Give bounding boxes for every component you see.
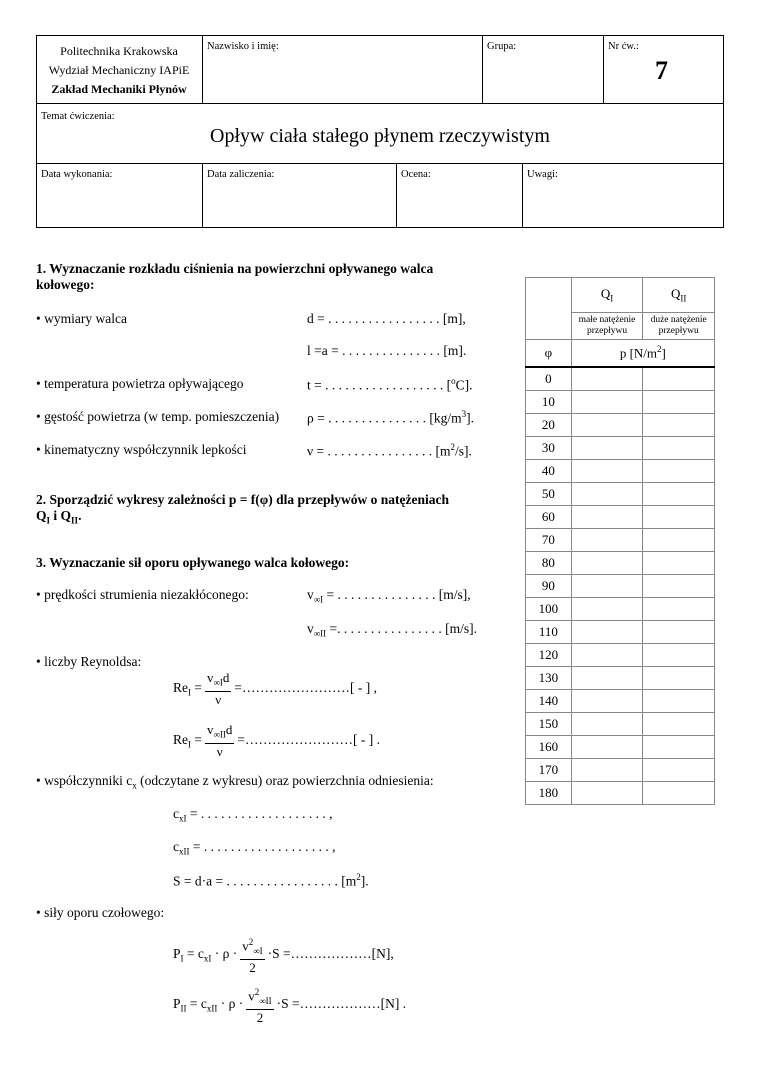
- angle-cell: 0: [526, 367, 572, 391]
- q1-pressure-cell[interactable]: [571, 713, 643, 736]
- grade-label: Ocena:: [401, 169, 431, 180]
- q1-pressure-cell[interactable]: [571, 690, 643, 713]
- angle-cell: 30: [526, 437, 572, 460]
- q2-pressure-cell[interactable]: [643, 575, 715, 598]
- divider: [396, 163, 397, 228]
- temp-value: t = . . . . . . . . . . . . . . . . . . [$^o$C].: [307, 376, 473, 393]
- institution-block: [36, 42, 202, 99]
- q2-pressure-cell[interactable]: [643, 644, 715, 667]
- q2-description: duże natężenie przepływu: [643, 313, 715, 340]
- q1-pressure-cell[interactable]: [571, 414, 643, 437]
- viscosity-label: • kinematyczny współczynnik lepkości: [36, 442, 247, 457]
- table-row: [526, 644, 715, 667]
- angle-cell: 160: [526, 736, 572, 759]
- q2-pressure-cell[interactable]: [643, 621, 715, 644]
- temp-label: • temperatura powietrza opływającego: [36, 376, 244, 391]
- table-row: [526, 598, 715, 621]
- dims-label: • wymiary walca: [36, 311, 127, 326]
- date-done-label: Data wykonania:: [41, 169, 113, 180]
- q2-pressure-cell[interactable]: [643, 736, 715, 759]
- exercise-number: 7: [655, 56, 668, 85]
- density-label: • gęstość powietrza (w temp. pomieszczenia): [36, 409, 280, 424]
- q1-pressure-cell[interactable]: [571, 759, 643, 782]
- reynolds-1-formula: $Re_I$ = $\frac{v_{\infty I}d}{\nu}$ =……………………[ - ] ,: [173, 670, 378, 707]
- q1-pressure-cell[interactable]: [571, 367, 643, 391]
- dims-l-value: l =a = . . . . . . . . . . . . . . . [m].: [307, 343, 467, 358]
- exercise-no-label: Nr ćw.:: [608, 41, 639, 52]
- divider: [202, 35, 203, 103]
- q1-pressure-cell[interactable]: [571, 782, 643, 805]
- divider: [36, 103, 724, 104]
- angle-cell: 90: [526, 575, 572, 598]
- topic-title: Opływ ciała stałego płynem rzeczywistym: [210, 125, 550, 147]
- angle-cell: 10: [526, 391, 572, 414]
- viscosity-value: ν = . . . . . . . . . . . . . . . . $[m^2/s]$.: [307, 442, 472, 459]
- angle-cell: 40: [526, 460, 572, 483]
- table-row: [526, 460, 715, 483]
- divider: [482, 35, 483, 103]
- q1-pressure-cell[interactable]: [571, 667, 643, 690]
- q1-header: $Q_I$: [571, 278, 643, 313]
- q2-pressure-cell[interactable]: [643, 437, 715, 460]
- force-1-formula: $P_I = c_{xI} \cdot \rho$ · $\frac{v^2_{\infty I}}{2}$ ·S =………………[N],: [173, 934, 394, 976]
- group-label: Grupa:: [487, 41, 517, 52]
- q1-description: małe natężenie przepływu: [571, 313, 643, 340]
- force-2-formula: $P_{II} = c_{xII} \cdot \rho$ · $\frac{v^2_{\infty II}}{2}$ ·S =………………[N] .: [173, 984, 406, 1026]
- section2-heading: [36, 492, 449, 529]
- pressure-unit-header: p $[N/m^2]$: [571, 340, 714, 368]
- angle-cell: 60: [526, 506, 572, 529]
- name-label: Nazwisko i imię:: [207, 41, 279, 52]
- q2-pressure-cell[interactable]: [643, 367, 715, 391]
- table-row: [526, 552, 715, 575]
- q2-pressure-cell[interactable]: [643, 713, 715, 736]
- notes-label: Uwagi:: [527, 169, 558, 180]
- q1-pressure-cell[interactable]: [571, 621, 643, 644]
- q2-pressure-cell[interactable]: [643, 667, 715, 690]
- divider: [603, 35, 604, 103]
- angle-cell: 130: [526, 667, 572, 690]
- cx2-value: $c_{xII}$ = . . . . . . . . . . . . . . . . . . . ,: [173, 839, 336, 857]
- table-row: [526, 391, 715, 414]
- institution-line: Zakład Mechaniki Płynów: [51, 82, 187, 96]
- table-row: [526, 759, 715, 782]
- heading-line: 1. Wyznaczanie rozkładu ciśnienia na powierzchni opływanego walca: [36, 261, 434, 276]
- table-row: [526, 575, 715, 598]
- q1-pressure-cell[interactable]: [571, 644, 643, 667]
- cx1-value: $c_{xI}$ = . . . . . . . . . . . . . . . . . . . ,: [173, 806, 333, 824]
- q2-pressure-cell[interactable]: [643, 506, 715, 529]
- table-row: [526, 414, 715, 437]
- phi-header: φ: [526, 340, 572, 368]
- divider: [202, 163, 203, 228]
- dims-d-value: d = . . . . . . . . . . . . . . . . . [m],: [307, 311, 466, 326]
- heading-line: 2. Sporządzić wykresy zależności p = f(φ) dla przepływów o natężeniach: [36, 492, 449, 507]
- q2-pressure-cell[interactable]: [643, 690, 715, 713]
- q2-pressure-cell[interactable]: [643, 782, 715, 805]
- section3-heading: 3. Wyznaczanie sił oporu opływanego walca kołowego:: [36, 555, 350, 570]
- angle-cell: 70: [526, 529, 572, 552]
- reynolds-2-formula: $Re_I$ = $\frac{v_{\infty II}d}{\nu}$ =……………………[ - ] .: [173, 722, 381, 759]
- cx-label: • współczynniki $c_x$ (odczytane z wykresu) oraz powierzchnia odniesienia:: [36, 773, 434, 791]
- q2-pressure-cell[interactable]: [643, 460, 715, 483]
- table-row: [526, 736, 715, 759]
- q2-pressure-cell[interactable]: [643, 414, 715, 437]
- velocity-label: • prędkości strumienia niezakłóconego:: [36, 587, 249, 602]
- q2-pressure-cell[interactable]: [643, 529, 715, 552]
- institution-line: Wydział Mechaniczny IAPiE: [48, 63, 190, 77]
- table-row: [526, 667, 715, 690]
- q2-header: $Q_{II}$: [643, 278, 715, 313]
- table-row: [526, 782, 715, 805]
- table-row: [526, 529, 715, 552]
- angle-cell: 20: [526, 414, 572, 437]
- table-unit-row: [526, 340, 715, 368]
- q2-pressure-cell[interactable]: [643, 483, 715, 506]
- q1-pressure-cell[interactable]: [571, 575, 643, 598]
- angle-cell: 50: [526, 483, 572, 506]
- angle-cell: 140: [526, 690, 572, 713]
- q1-pressure-cell[interactable]: [571, 506, 643, 529]
- q2-pressure-cell[interactable]: [643, 552, 715, 575]
- institution-line: Politechnika Krakowska: [60, 44, 178, 58]
- angle-cell: 180: [526, 782, 572, 805]
- density-value: ρ = . . . . . . . . . . . . . . . $[kg/m^3]$.: [307, 409, 474, 426]
- divider: [522, 163, 523, 228]
- q2-pressure-cell[interactable]: [643, 759, 715, 782]
- table-row: [526, 690, 715, 713]
- q1-pressure-cell[interactable]: [571, 437, 643, 460]
- q1-pressure-cell[interactable]: [571, 552, 643, 575]
- force-label: • siły oporu czołowego:: [36, 905, 165, 920]
- date-pass-label: Data zaliczenia:: [207, 169, 275, 180]
- angle-cell: 120: [526, 644, 572, 667]
- q2-pressure-cell[interactable]: [643, 391, 715, 414]
- q1-pressure-cell[interactable]: [571, 460, 643, 483]
- divider: [36, 163, 724, 164]
- topic-label: Temat ćwiczenia:: [41, 111, 115, 122]
- angle-cell: 150: [526, 713, 572, 736]
- table-row: [526, 437, 715, 460]
- reynolds-label: • liczby Reynoldsa:: [36, 654, 142, 669]
- empty-corner-cell: [526, 278, 572, 340]
- heading-line: kołowego:: [36, 277, 95, 292]
- angle-cell: 170: [526, 759, 572, 782]
- table-row: [526, 483, 715, 506]
- q1-pressure-cell[interactable]: [571, 483, 643, 506]
- pressure-table: [525, 277, 715, 805]
- section1-heading: [36, 261, 433, 293]
- velocity-2: $v_{\infty II}$ =. . . . . . . . . . . . . . . . [m/s].: [307, 621, 478, 639]
- area-value: S = d·a = . . . . . . . . . . . . . . . . . $[m^2]$.: [173, 872, 369, 889]
- velocity-1: $v_{\infty I}$ = . . . . . . . . . . . . . . . [m/s],: [307, 587, 471, 605]
- angle-cell: 110: [526, 621, 572, 644]
- table-row: [526, 367, 715, 391]
- q1-pressure-cell[interactable]: [571, 598, 643, 621]
- angle-cell: 80: [526, 552, 572, 575]
- table-row: [526, 621, 715, 644]
- table-row: [526, 506, 715, 529]
- q1-pressure-cell[interactable]: [571, 529, 643, 552]
- q2-pressure-cell[interactable]: [643, 598, 715, 621]
- table-header-row: [526, 278, 715, 313]
- angle-cell: 100: [526, 598, 572, 621]
- heading-line: $Q_I$ i $Q_{II}$.: [36, 508, 82, 526]
- q1-pressure-cell[interactable]: [571, 736, 643, 759]
- q1-pressure-cell[interactable]: [571, 391, 643, 414]
- table-row: [526, 713, 715, 736]
